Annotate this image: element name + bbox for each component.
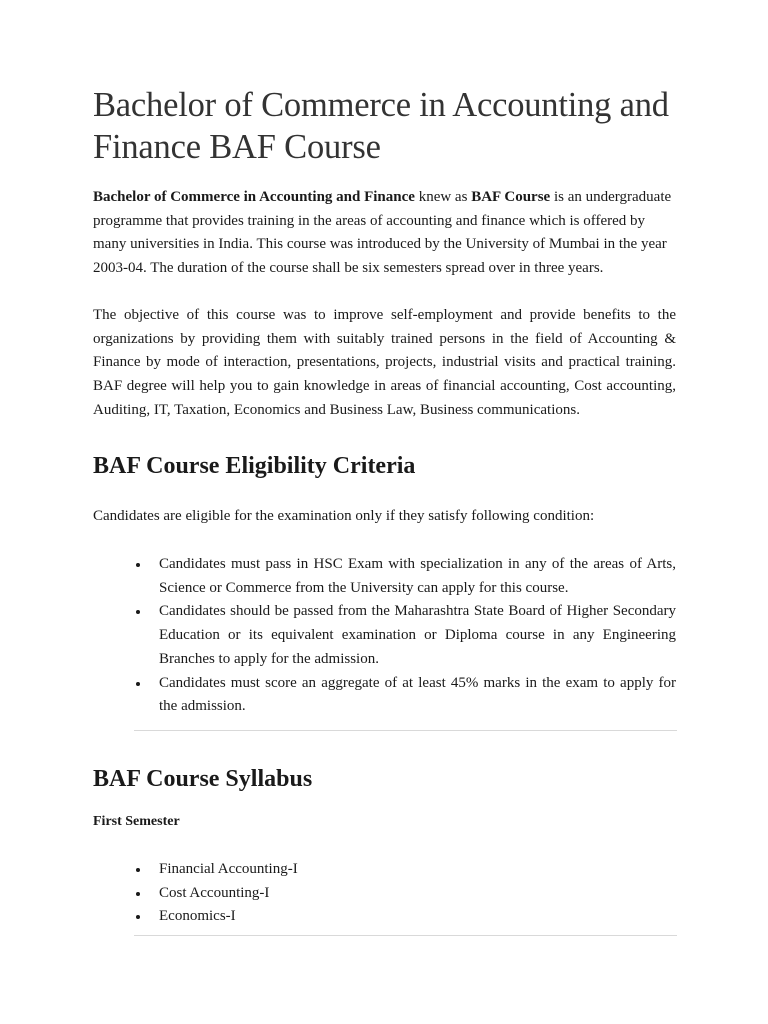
- divider: [134, 730, 677, 731]
- intro-text-2: is an undergraduate programme that provides training in the areas of accounting and finance which is offered by many universities in India. This course was introduced by the University of Mumbai in the year 2003-04. The duration of the course shall be six semesters spread over in three years.: [93, 189, 672, 277]
- syllabus-list: [93, 858, 676, 929]
- intro-bold-short: BAF Course: [471, 189, 551, 205]
- intro-bold-name: Bachelor of Commerce in Accounting and Finance: [93, 189, 415, 205]
- intro-text-1: knew as: [414, 189, 472, 205]
- document-page: [93, 84, 676, 936]
- list-item: Cost Accounting-I: [93, 882, 676, 906]
- syllabus-heading: BAF Course Syllabus: [93, 765, 313, 792]
- eligibility-intro: Candidates are eligible for the examination only if they satisfy following condition:: [93, 508, 595, 525]
- list-item: Economics-I: [93, 905, 676, 929]
- list-item: Candidates must pass in HSC Exam with specialization in any of the areas of Arts, Science or Commerce from the University can apply for this course.: [93, 553, 676, 600]
- objective-paragraph: The objective of this course was to improve self-employment and provide benefits to the organizations by providing them with suitably trained persons in the field of Accounting & Finance by mode of interaction, presentations, projects, industrial visits and practical training. BAF degree will help you to gain knowledge in areas of financial accounting, Cost accounting, Auditing, IT, Taxation, Economics and Business Law, Business communications.: [93, 306, 676, 418]
- list-item: Candidates must score an aggregate of at least 45% marks in the exam to apply for the admission.: [93, 672, 676, 719]
- page-title: Bachelor of Commerce in Accounting and Finance BAF Course: [93, 86, 669, 166]
- list-item: Financial Accounting-I: [93, 858, 676, 882]
- semester-title: First Semester: [93, 813, 180, 829]
- list-item: Candidates should be passed from the Maharashtra State Board of Higher Secondary Education or its equivalent examination or Diploma course in any Engineering Branches to apply for the admission.: [93, 600, 676, 671]
- intro-paragraph: [93, 186, 676, 281]
- eligibility-heading: BAF Course Eligibility Criteria: [93, 453, 416, 480]
- divider: [134, 935, 677, 936]
- eligibility-list: [93, 553, 676, 719]
